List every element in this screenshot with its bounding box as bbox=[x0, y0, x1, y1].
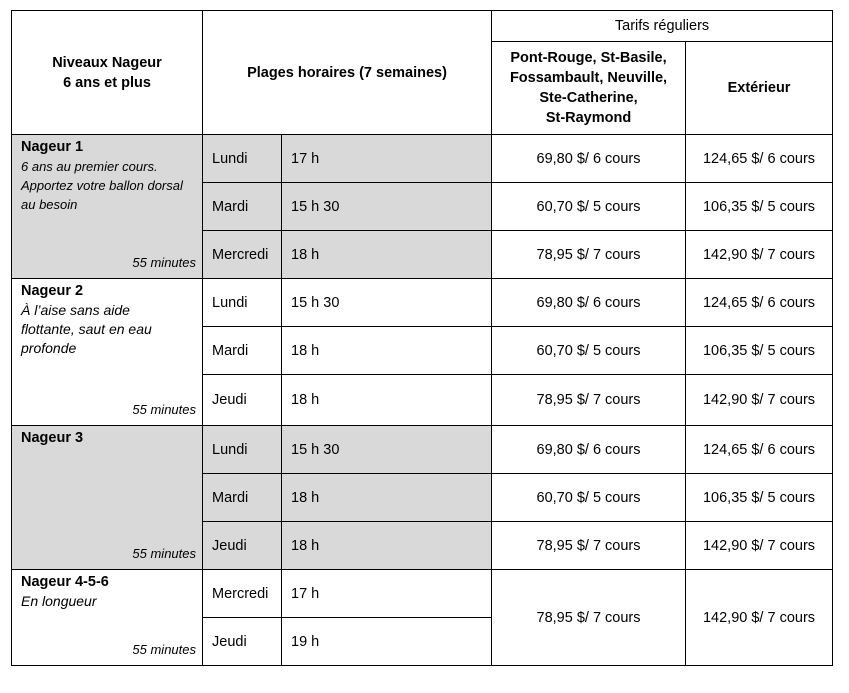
exterior-price: 142,90 $/ 7 cours bbox=[686, 522, 833, 570]
local-price: 78,95 $/ 7 cours bbox=[492, 522, 686, 570]
local-price: 60,70 $/ 5 cours bbox=[492, 474, 686, 522]
local-price: 69,80 $/ 6 cours bbox=[492, 279, 686, 327]
local-rate-header bbox=[492, 42, 686, 135]
time-cell: 17 h bbox=[282, 135, 492, 183]
level-desc: En longueur bbox=[21, 593, 97, 609]
local-price: 60,70 $/ 5 cours bbox=[492, 327, 686, 375]
table-row bbox=[12, 426, 833, 474]
level-cell bbox=[12, 426, 203, 570]
level-duration: 55 minutes bbox=[132, 402, 196, 417]
local-price: 78,95 $/ 7 cours bbox=[492, 375, 686, 426]
local-price: 60,70 $/ 5 cours bbox=[492, 183, 686, 231]
table-row bbox=[12, 135, 833, 183]
local-price: 78,95 $/ 7 cours bbox=[492, 570, 686, 666]
level-duration: 55 minutes bbox=[132, 642, 196, 657]
time-cell: 18 h bbox=[282, 375, 492, 426]
rates-header: Tarifs réguliers bbox=[492, 11, 833, 42]
time-cell: 15 h 30 bbox=[282, 426, 492, 474]
exterior-price: 106,35 $/ 5 cours bbox=[686, 474, 833, 522]
local-header-line1: Pont-Rouge, St-Basile, bbox=[510, 50, 667, 66]
level-header-line1: Niveaux Nageur bbox=[52, 54, 162, 71]
exterior-price: 124,65 $/ 6 cours bbox=[686, 279, 833, 327]
level-desc: À l’aise sans aide bbox=[21, 302, 130, 318]
level-cell bbox=[12, 135, 203, 279]
level-cell bbox=[12, 279, 203, 426]
level-name: Nageur 1 bbox=[21, 139, 84, 155]
level-name: Nageur 4-5-6 bbox=[21, 574, 109, 590]
level-desc: flottante, saut en eau bbox=[21, 321, 152, 337]
day-cell: Mardi bbox=[203, 183, 282, 231]
day-cell: Lundi bbox=[203, 279, 282, 327]
day-cell: Mercredi bbox=[203, 231, 282, 279]
level-desc: Apportez votre ballon dorsal bbox=[21, 178, 183, 193]
day-cell: Mardi bbox=[203, 327, 282, 375]
exterior-rate-header: Extérieur bbox=[686, 42, 833, 135]
local-price: 69,80 $/ 6 cours bbox=[492, 426, 686, 474]
exterior-price: 124,65 $/ 6 cours bbox=[686, 135, 833, 183]
level-desc: au besoin bbox=[21, 197, 78, 212]
time-cell: 18 h bbox=[282, 474, 492, 522]
day-cell: Lundi bbox=[203, 135, 282, 183]
level-desc: profonde bbox=[21, 340, 77, 356]
exterior-price: 106,35 $/ 5 cours bbox=[686, 183, 833, 231]
time-cell: 15 h 30 bbox=[282, 279, 492, 327]
local-header-line4: St-Raymond bbox=[545, 110, 632, 126]
local-header-line3: Ste-Catherine, bbox=[539, 90, 638, 106]
level-duration: 55 minutes bbox=[132, 255, 196, 270]
day-cell: Mardi bbox=[203, 474, 282, 522]
time-cell: 19 h bbox=[282, 618, 492, 666]
local-header-line2: Fossambault, Neuville, bbox=[509, 70, 668, 86]
schedule-table bbox=[11, 10, 833, 666]
local-price: 69,80 $/ 6 cours bbox=[492, 135, 686, 183]
exterior-price: 142,90 $/ 7 cours bbox=[686, 231, 833, 279]
day-cell: Jeudi bbox=[203, 375, 282, 426]
time-cell: 17 h bbox=[282, 570, 492, 618]
time-cell: 18 h bbox=[282, 327, 492, 375]
level-name: Nageur 2 bbox=[21, 283, 84, 299]
day-cell: Lundi bbox=[203, 426, 282, 474]
exterior-price: 124,65 $/ 6 cours bbox=[686, 426, 833, 474]
day-cell: Jeudi bbox=[203, 522, 282, 570]
day-cell: Jeudi bbox=[203, 618, 282, 666]
local-price: 78,95 $/ 7 cours bbox=[492, 231, 686, 279]
level-header bbox=[12, 11, 203, 135]
exterior-price: 142,90 $/ 7 cours bbox=[686, 375, 833, 426]
level-duration: 55 minutes bbox=[132, 546, 196, 561]
schedule-header: Plages horaires (7 semaines) bbox=[203, 11, 492, 135]
level-desc: 6 ans au premier cours. bbox=[21, 159, 158, 174]
exterior-price: 106,35 $/ 5 cours bbox=[686, 327, 833, 375]
exterior-price: 142,90 $/ 7 cours bbox=[686, 570, 833, 666]
time-cell: 18 h bbox=[282, 522, 492, 570]
level-name: Nageur 3 bbox=[21, 430, 84, 446]
header-row-top bbox=[12, 11, 833, 42]
table-row bbox=[12, 279, 833, 327]
time-cell: 15 h 30 bbox=[282, 183, 492, 231]
level-header-line2: 6 ans et plus bbox=[63, 74, 151, 91]
day-cell: Mercredi bbox=[203, 570, 282, 618]
time-cell: 18 h bbox=[282, 231, 492, 279]
table-row bbox=[12, 570, 833, 618]
level-cell bbox=[12, 570, 203, 666]
